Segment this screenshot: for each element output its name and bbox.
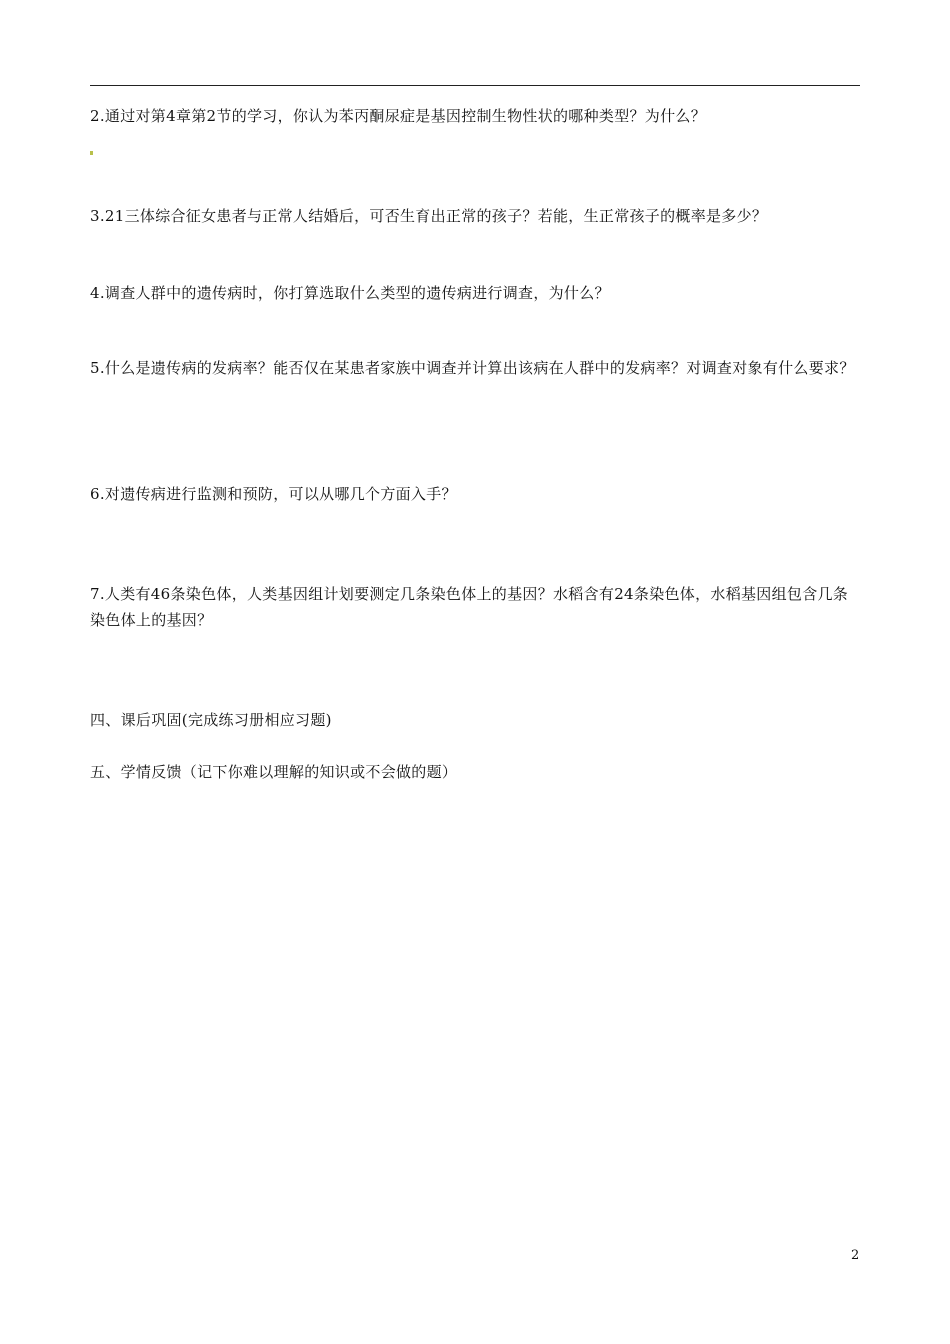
header-rule xyxy=(90,85,860,86)
question-4: 4.调查人群中的遗传病时，你打算选取什么类型的遗传病进行调查，为什么？ xyxy=(90,284,610,302)
page-number: 2 xyxy=(851,1248,860,1263)
question-2: 2.通过对第4章第2节的学习，你认为苯丙酮尿症是基因控制生物性状的哪种类型？为什么？ xyxy=(90,107,707,125)
question-7: 7.人类有46条染色体，人类基因组计划要测定几条染色体上的基因？水稻含有24条染色体，水稻基因组包含几条染色体上的基因？ xyxy=(90,585,849,629)
question-3: 3.21三体综合征女患者与正常人结婚后，可否生育出正常的孩子？若能，生正常孩子的概率是多少？ xyxy=(90,207,768,225)
edit-mark xyxy=(90,151,93,155)
question-6: 6.对遗传病进行监测和预防，可以从哪几个方面入手？ xyxy=(90,485,457,503)
section-feedback: 五、学情反馈（记下你难以理解的知识或不会做的题） xyxy=(90,763,458,781)
section-consolidate: 四、课后巩固(完成练习册相应习题) xyxy=(90,711,332,729)
question-5: 5.什么是遗传病的发病率？能否仅在某患者家族中调查并计算出该病在人群中的发病率？对调查对象有什么要求？ xyxy=(90,359,855,377)
